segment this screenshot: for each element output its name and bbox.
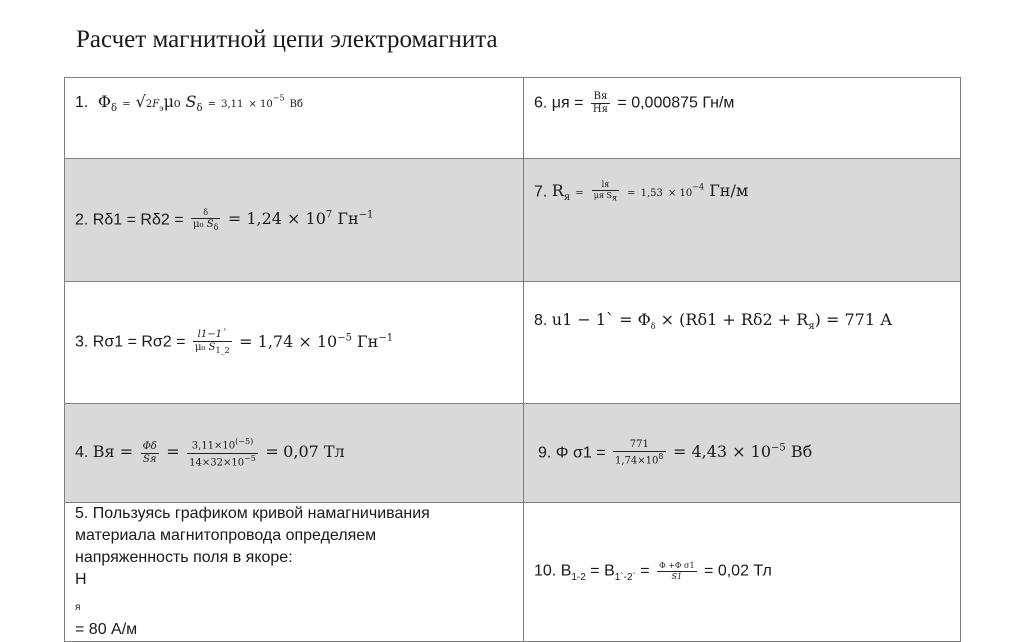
cell-10: 10. $В_{1-2} = В_{1`-2`}$ = $\frac{\text{Φ +Φ σ1}}{S1}$ = 0,02 Тл <box>524 503 961 642</box>
formula-1: $\Phi_\delta = √2F_э\mu_0$ $S_\delta = 3,11 \times 10^{-5}$ Вб <box>97 92 304 115</box>
fraction-4a: $\frac{\Phi\delta}{Sя}$ <box>142 440 157 465</box>
cell-4: 4. Вя = $\frac{\Phi\delta}{Sя}$ = $\frac{3,11\times 10^{(-5)}}{14\times 32\times 10^{-5}}$ = 0,07 Тл <box>65 404 524 503</box>
fraction-6: $\frac{Вя}{Ня}$ <box>592 91 608 115</box>
slide-title: Расчет магнитной цепи электромагнита <box>76 26 498 53</box>
formula-2-result: = $1,24 \times 10^7$ $Гн^{-1}$ <box>227 209 374 229</box>
fraction-10: $\frac{\text{Φ +Φ σ1}}{S1}$ <box>659 560 695 581</box>
cell-3: 3. Rσ1 = Rσ2 = $\frac{l1-1`}{\mu_0 S_{1\_2}}$ = $1,74 \times 10^{-5}$ $Гн^{-1}$ <box>65 282 524 404</box>
cell-6: 6. μя = $\frac{Вя}{Ня}$ = 0,000875 Гн/м <box>524 78 961 159</box>
cell-9: 9. Φ σ1 = $\frac{771}{1,74\times 10^8}$ = $4,43 \times 10^{-5}$ Вб <box>524 404 961 503</box>
fraction-2: $\frac{\delta}{\mu_0 S_\delta}$ <box>193 207 219 232</box>
formula-3-result: = $1,74 \times 10^{-5}$ $Гн^{-1}$ <box>239 331 394 351</box>
cell-8: 8. u1 − 1` = $\Phi_\delta \times (R\delta 1 + R\delta 2 + R_я) = 771$ А <box>524 282 961 404</box>
cell-2: 2. Rδ1 = Rδ2 = $\frac{\delta}{\mu_0 S_\delta}$ = $1,24 \times 10^7$ $Гн^{-1}$ <box>65 159 524 282</box>
formula-8: u1 − 1` = $\Phi_\delta \times (R\delta 1 + R\delta 2 + R_я) = 771$ А <box>551 310 893 333</box>
cell-5: 5. Пользуясь графиком кривой намагничивания материала магнитопровода определяем напряженность поля в якоре: Н $_я$ = 80 А/м <box>65 503 524 642</box>
cell-7: 7. $R_я$ = $\frac{lя}{\mu я S_я}$ = $1,53 \times 10^{-4}$ Гн/м <box>524 159 961 282</box>
fraction-9: $\frac{771}{1,74\times 10^8}$ <box>615 438 664 467</box>
formula-9-result: = $4,43 \times 10^{-5}$ Вб <box>672 442 813 462</box>
cell-1: 1. $\Phi_\delta = √2F_э\mu_0$ $S_\delta = 3,11 \times 10^{-5}$ Вб <box>65 78 524 159</box>
fraction-3: $\frac{l1-1`}{\mu_0 S_{1\_2}}$ <box>194 329 230 355</box>
formula-table <box>64 77 961 642</box>
fraction-4b: $\frac{3,11\times 10^{(-5)}}{14\times 32\times 10^{-5}}$ <box>189 437 256 468</box>
formula-7: $R_я$ = $\frac{lя}{\mu я S_я}$ = $1,53 \times 10^{-4}$ Гн/м <box>551 180 749 204</box>
